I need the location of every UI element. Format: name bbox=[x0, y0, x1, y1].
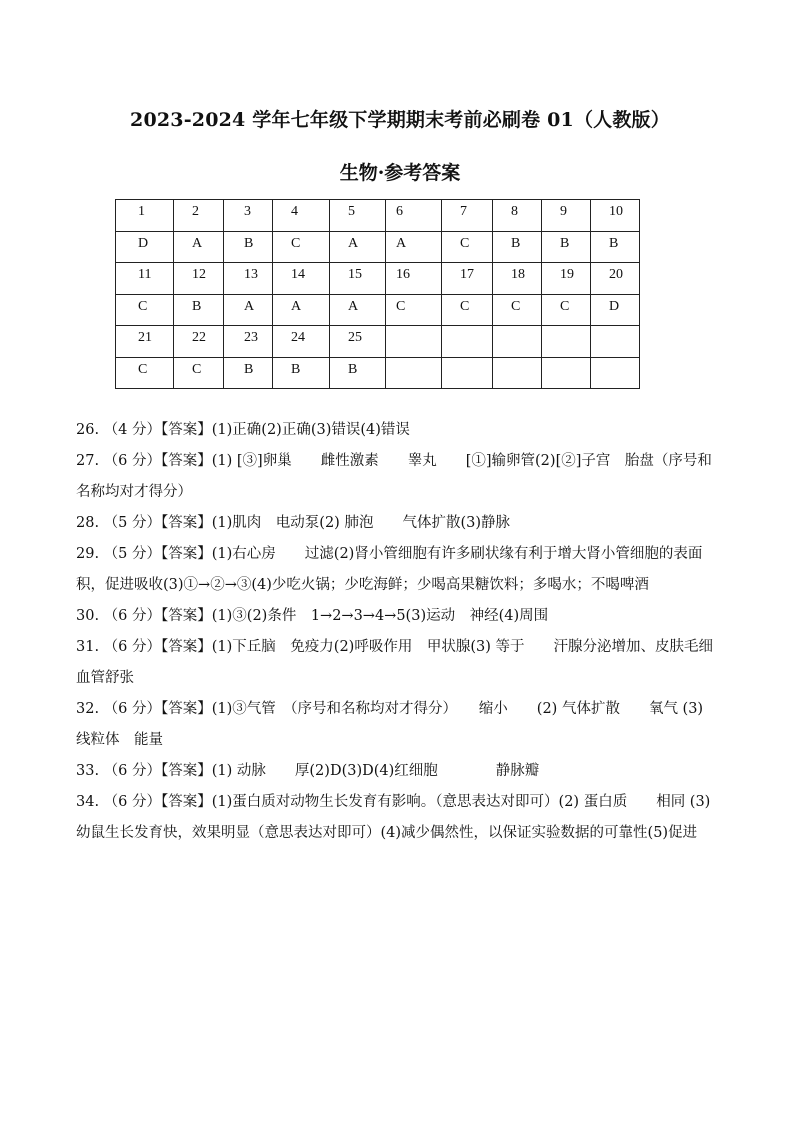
table-cell: 16 bbox=[386, 263, 442, 295]
table-cell: B bbox=[273, 357, 330, 389]
answer-item: 29. （5 分）【答案】(1)右心房 过滤(2)肾小管细胞有许多刷状缘有利于增大肾小管细胞的表面积，促进吸收(3)①→②→③(4)少吃火锅；少吃海鲜；少喝高果糖饮料；多喝水；不喝啤酒 bbox=[76, 546, 703, 593]
table-cell: 13 bbox=[224, 263, 273, 295]
table-cell: 25 bbox=[330, 326, 386, 358]
table-cell: 1 bbox=[116, 200, 174, 232]
answer-item: 31. （6 分）【答案】(1)下丘脑 免疫力(2)呼吸作用 甲状腺(3) 等于 汗腺分泌增加、皮肤毛细血管舒张 bbox=[76, 639, 713, 686]
table-cell: 5 bbox=[330, 200, 386, 232]
page-subtitle: 生物·参考答案 bbox=[339, 162, 461, 184]
table-cell bbox=[442, 357, 493, 389]
table-cell: 20 bbox=[591, 263, 640, 295]
answer-item: 32. （6 分）【答案】(1)③气管 （序号和名称均对才得分） 缩小 (2) 气体扩散 氧气 (3) 线粒体 能量 bbox=[76, 701, 704, 748]
table-cell bbox=[591, 326, 640, 358]
table-cell: A bbox=[174, 231, 224, 263]
table-cell: A bbox=[330, 294, 386, 326]
table-cell: C bbox=[116, 357, 174, 389]
table-cell: 22 bbox=[174, 326, 224, 358]
page-title: 2023-2024 学年七年级下学期期末考前必刷卷 01（人教版） bbox=[130, 109, 670, 131]
table-cell: B bbox=[591, 231, 640, 263]
table-cell: 14 bbox=[273, 263, 330, 295]
table-cell: A bbox=[273, 294, 330, 326]
table-cell: 21 bbox=[116, 326, 174, 358]
table-cell bbox=[493, 326, 542, 358]
table-cell bbox=[386, 357, 442, 389]
table-cell: 18 bbox=[493, 263, 542, 295]
table-cell: 15 bbox=[330, 263, 386, 295]
answer-table bbox=[115, 199, 640, 389]
table-cell: 8 bbox=[493, 200, 542, 232]
answer-item: 34. （6 分）【答案】(1)蛋白质对动物生长发育有影响。（意思表达对即可）(2) 蛋白质 相同 (3)幼鼠生长发育快，效果明显（意思表达对即可）(4)减少偶然性，以保证实验数据的可靠性(5)促进 bbox=[76, 794, 711, 841]
table-cell: C bbox=[442, 231, 493, 263]
table-cell bbox=[386, 326, 442, 358]
table-row bbox=[116, 326, 640, 358]
table-cell: B bbox=[224, 357, 273, 389]
table-cell: A bbox=[224, 294, 273, 326]
table-row bbox=[116, 231, 640, 263]
table-cell: B bbox=[224, 231, 273, 263]
answer-item: 28. （5 分）【答案】(1)肌肉 电动泵(2) 肺泡 气体扩散(3)静脉 bbox=[76, 515, 510, 531]
table-cell: C bbox=[386, 294, 442, 326]
answer-item: 33. （6 分）【答案】(1) 动脉 厚(2)D(3)D(4)红细胞 静脉瓣 bbox=[76, 763, 540, 779]
table-cell: 7 bbox=[442, 200, 493, 232]
table-cell bbox=[542, 357, 591, 389]
answer-item: 26. （4 分）【答案】(1)正确(2)正确(3)错误(4)错误 bbox=[76, 422, 410, 438]
table-cell: 4 bbox=[273, 200, 330, 232]
table-cell: 19 bbox=[542, 263, 591, 295]
table-row bbox=[116, 294, 640, 326]
answer-list bbox=[76, 415, 716, 849]
table-cell: C bbox=[442, 294, 493, 326]
table-cell: 3 bbox=[224, 200, 273, 232]
table-cell: C bbox=[542, 294, 591, 326]
table-cell: C bbox=[493, 294, 542, 326]
table-row bbox=[116, 357, 640, 389]
table-cell: D bbox=[116, 231, 174, 263]
table-cell: 2 bbox=[174, 200, 224, 232]
table-cell: 11 bbox=[116, 263, 174, 295]
table-cell bbox=[542, 326, 591, 358]
table-cell: 23 bbox=[224, 326, 273, 358]
table-cell: B bbox=[493, 231, 542, 263]
table-cell: C bbox=[116, 294, 174, 326]
table-row bbox=[116, 200, 640, 232]
table-cell: B bbox=[330, 357, 386, 389]
table-cell: C bbox=[273, 231, 330, 263]
table-cell: 12 bbox=[174, 263, 224, 295]
table-cell: D bbox=[591, 294, 640, 326]
table-cell bbox=[442, 326, 493, 358]
table-cell bbox=[493, 357, 542, 389]
table-row bbox=[116, 263, 640, 295]
table-cell: 6 bbox=[386, 200, 442, 232]
answer-item: 27. （6 分）【答案】(1) [③]卵巢 雌性激素 睾丸 [①]输卵管(2)[②]子宫 胎盘（序号和名称均对才得分） bbox=[76, 453, 712, 500]
table-cell: 17 bbox=[442, 263, 493, 295]
table-cell: B bbox=[174, 294, 224, 326]
table-cell: 10 bbox=[591, 200, 640, 232]
table-cell bbox=[591, 357, 640, 389]
table-cell: 24 bbox=[273, 326, 330, 358]
answer-item: 30. （6 分）【答案】(1)③(2)条件 1→2→3→4→5(3)运动 神经(4)周围 bbox=[76, 608, 549, 624]
table-cell: B bbox=[542, 231, 591, 263]
table-cell: A bbox=[330, 231, 386, 263]
table-cell: A bbox=[386, 231, 442, 263]
table-cell: 9 bbox=[542, 200, 591, 232]
table-cell: C bbox=[174, 357, 224, 389]
